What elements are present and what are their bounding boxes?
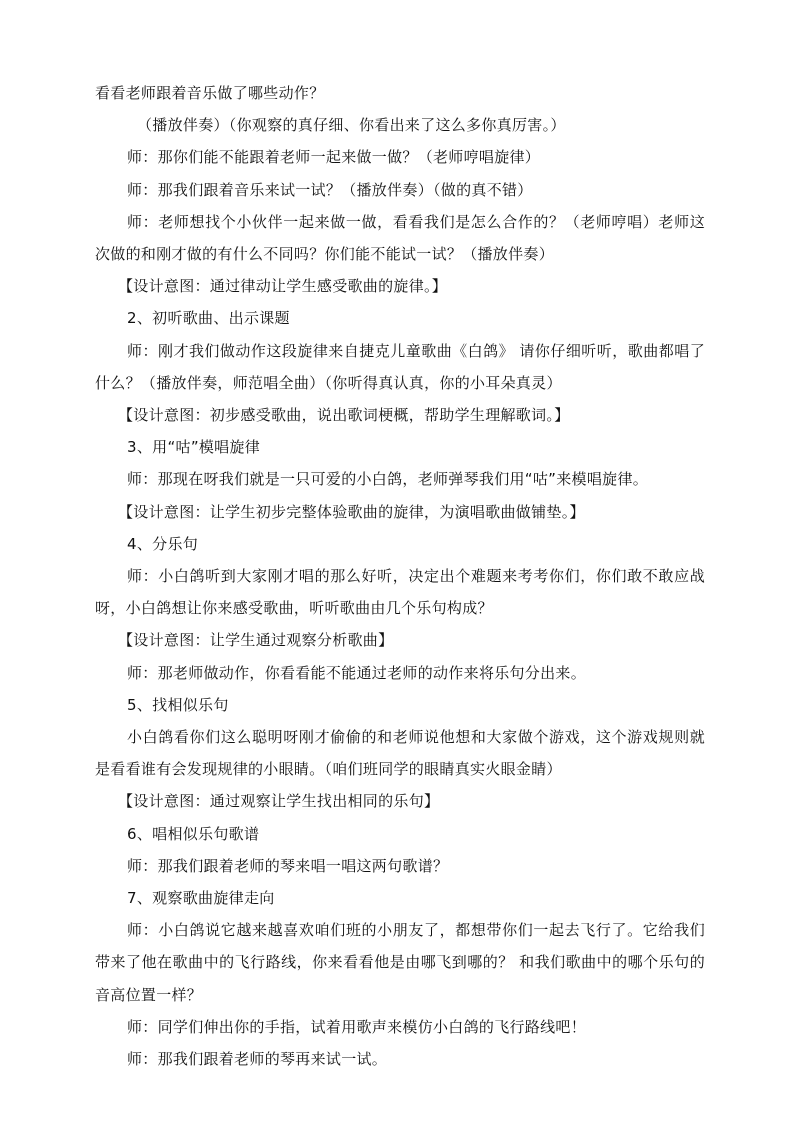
paragraph-teacher-try-music: 师：那我们跟着音乐来试一试？（播放伴奏）（做的真不错）: [127, 180, 533, 199]
section-heading-melody-direction: 7、观察歌曲旋律走向: [127, 889, 275, 908]
paragraph-teacher-challenge: 师：小白鸽听到大家刚才唱的那么好听，决定出个难题来考考你们，你们敢不敢应战呀，小白鸽想让你来感受歌曲，听听歌曲由几个乐句构成？: [95, 567, 705, 618]
paragraph-teacher-flight-route: 师：小白鸽说它越来越喜欢咱们班的小朋友了，都想带你们一起去飞行了。它给我们带来了他在歌曲中的飞行路线，你来看看他是由哪飞到哪的？ 和我们歌曲中的哪个乐句的音高位置一样？: [95, 921, 705, 1004]
design-intent-note: 【设计意图：让学生初步完整体验歌曲的旋律，为演唱歌曲做铺垫。】: [118, 502, 585, 521]
paragraph-teacher-try-again: 师：那我们跟着老师的琴再来试一试。: [127, 1050, 388, 1069]
paragraph-teacher-fingers: 师：同学们伸出你的手指，试着用歌声来模仿小白鸽的飞行路线吧！: [127, 1017, 587, 1036]
paragraph-teacher-white-dove: 师：刚才我们做动作这段旋律来自捷克儿童歌曲《白鸽》 请你仔细听听，歌曲都唱了什么？（播放伴奏，师范唱全曲）（你听得真认真，你的小耳朵真灵）: [95, 341, 705, 392]
paragraph-teacher-follow: 师：那你们能不能跟着老师一起来做一做？（老师哼唱旋律）: [127, 148, 541, 167]
paragraph-teacher-gu: 师：那现在呀我们就是一只可爱的小白鸽，老师弹琴我们用“咕”来模唱旋律。: [127, 470, 649, 489]
section-heading-gu-humming: 3、用“咕”模唱旋律: [127, 438, 261, 457]
design-intent-note: 【设计意图：通过观察让学生找出相同的乐句】: [118, 792, 440, 811]
document-page: [95, 77, 705, 1075]
section-heading-phrases: 4、分乐句: [127, 534, 199, 553]
paragraph-teacher-partner: 师：老师想找个小伙伴一起来做一做，看看我们是怎么合作的？（老师哼唱）老师这次做的和刚才做的有什么不同吗？你们能不能试一试？（播放伴奏）: [95, 212, 705, 264]
paragraph-intro-question: 看看老师跟着音乐做了哪些动作？: [95, 84, 325, 102]
paragraph-teacher-piano: 师：那我们跟着老师的琴来唱一唱这两句歌谱？: [127, 856, 449, 875]
section-heading-first-listen: 2、初听歌曲、出示课题: [127, 309, 290, 328]
section-heading-sing-notation: 6、唱相似乐句歌谱: [127, 824, 260, 843]
design-intent-note: 【设计意图：通过律动让学生感受歌曲的旋律。】: [118, 277, 448, 296]
paragraph-dove-game: 小白鸽看你们这么聪明呀刚才偷偷的和老师说他想和大家做个游戏，这个游戏规则就是看看谁有会发现规律的小眼睛。（咱们班同学的眼睛真实火眼金睛）: [95, 728, 705, 779]
design-intent-note: 【设计意图：让学生通过观察分析歌曲】: [118, 631, 394, 650]
paragraph-teacher-actions: 师：那老师做动作，你看看能不能通过老师的动作来将乐句分出来。: [127, 663, 587, 682]
paragraph-play-accompaniment: （播放伴奏）（你观察的真仔细、你看出来了这么多你真厉害。）: [137, 116, 566, 135]
section-heading-similar-phrases: 5、找相似乐句: [127, 695, 229, 714]
design-intent-note: 【设计意图：初步感受歌曲，说出歌词梗概，帮助学生理解歌词。】: [118, 406, 570, 425]
